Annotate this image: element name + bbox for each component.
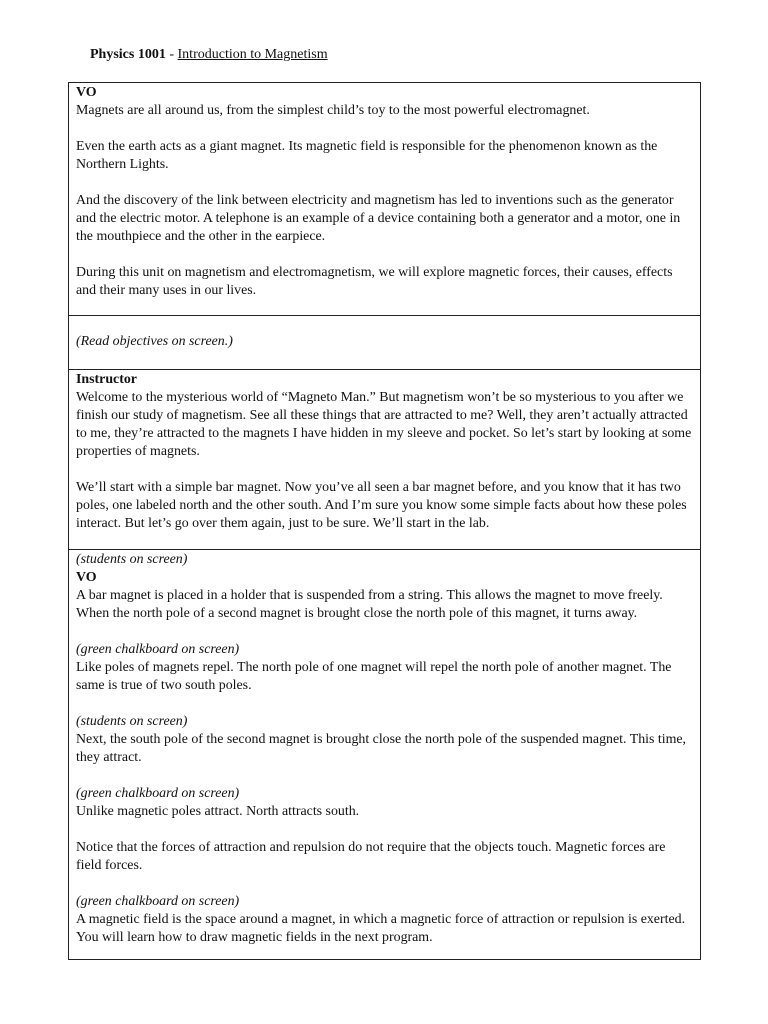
narration-paragraph: Notice that the forces of attraction and repulsion do not require that the objects touch. Magnetic forces are field forces. — [76, 840, 666, 873]
script-row-vo-intro — [69, 83, 700, 315]
narration-paragraph: Even the earth acts as a giant magnet. Its magnetic field is responsible for the phenomenon known as the Northern Lights. — [76, 139, 658, 172]
narration-paragraph: Welcome to the mysterious world of “Magneto Man.” But magnetism won’t be so mysterious to you after we finish our study of magnetism. See all these things that are attracted to me? Well, they aren’t actually attracted to me, they’re attracted to the magnets I have hidden in my sleeve and pocket. So let’s start by looking at some properties of magnets. — [76, 390, 692, 459]
narration-paragraph: A magnetic field is the space around a magnet, in which a magnetic force of attraction or repulsion is exerted. You will learn how to draw magnetic fields in the next program. — [76, 912, 686, 945]
narration-paragraph: Next, the south pole of the second magnet is brought close the north pole of the suspended magnet. This time, they attract. — [76, 732, 687, 765]
speaker-label: VO — [76, 85, 97, 100]
stage-direction: (students on screen) — [76, 714, 188, 729]
stage-direction: (green chalkboard on screen) — [76, 786, 240, 801]
narration-paragraph: Like poles of magnets repel. The north pole of one magnet will repel the north pole of another magnet. The same is true of two south poles. — [76, 660, 672, 693]
script-row-vo-lab — [69, 549, 700, 959]
course-name: Physics 1001 — [90, 47, 166, 62]
narration-paragraph: Magnets are all around us, from the simplest child’s toy to the most powerful electromagnet. — [76, 103, 590, 118]
narration-paragraph: Unlike magnetic poles attract. North attracts south. — [76, 804, 360, 819]
page-header — [90, 46, 328, 64]
speaker-label: VO — [76, 570, 97, 585]
script-table — [68, 82, 701, 960]
speaker-label: Instructor — [76, 372, 137, 387]
stage-direction: (green chalkboard on screen) — [76, 894, 240, 909]
narration-paragraph: We’ll start with a simple bar magnet. Now you’ve all seen a bar magnet before, and you know that it has two poles, one labeled north and the other south. And I’m sure you know some simple facts about how these poles interact. But let’s go over them again, just to be sure. We’ll start in the lab. — [76, 480, 687, 531]
narration-paragraph: A bar magnet is placed in a holder that is suspended from a string. This allows the magnet to move freely. When the north pole of a second magnet is brought close the north pole of this magnet, it turns away. — [76, 588, 663, 621]
stage-direction: (green chalkboard on screen) — [76, 642, 240, 657]
script-row-objectives — [69, 315, 700, 369]
stage-direction: (students on screen) — [76, 552, 188, 567]
script-row-instructor — [69, 369, 700, 549]
stage-direction: (Read objectives on screen.) — [76, 334, 233, 349]
narration-paragraph: During this unit on magnetism and electromagnetism, we will explore magnetic forces, their causes, effects and their many uses in our lives. — [76, 265, 673, 298]
narration-paragraph: And the discovery of the link between electricity and magnetism has led to inventions such as the generator and the electric motor. A telephone is an example of a device containing both a generator and a motor, one in the mouthpiece and the other in the earpiece. — [76, 193, 681, 244]
header-separator: - — [165, 47, 178, 62]
page-title: Introduction to Magnetism — [177, 47, 328, 62]
